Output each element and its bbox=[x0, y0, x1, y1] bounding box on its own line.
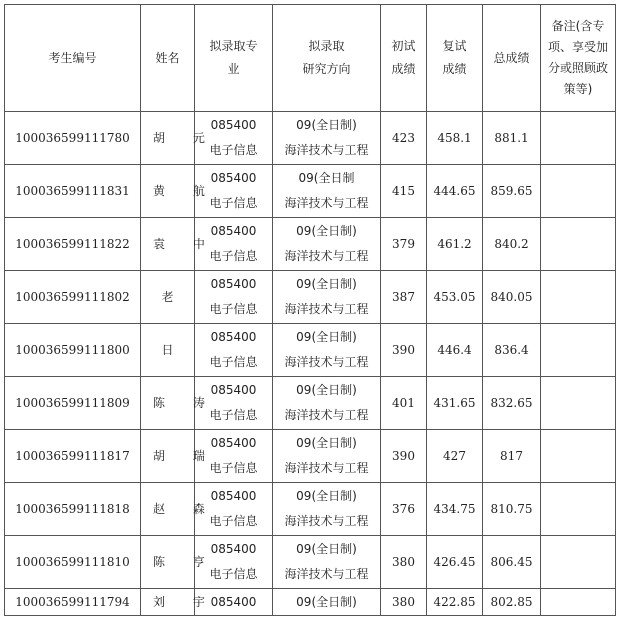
cell-major: 085400 电子信息 bbox=[195, 218, 273, 271]
cell-total: 806.45 bbox=[483, 536, 541, 589]
cell-direction: 09(全日制) 海洋技术与工程 bbox=[273, 324, 381, 377]
cell-note bbox=[541, 589, 616, 616]
cell-total: 817 bbox=[483, 430, 541, 483]
cell-major: 085400 电子信息 bbox=[195, 271, 273, 324]
header-row bbox=[5, 5, 616, 112]
cell-retest: 431.65 bbox=[427, 377, 483, 430]
cell-prelim: 423 bbox=[381, 112, 427, 165]
cell-id: 100036599111800 bbox=[5, 324, 141, 377]
cell-note bbox=[541, 165, 616, 218]
cell-note bbox=[541, 112, 616, 165]
table-row bbox=[5, 165, 616, 218]
cell-retest: 434.75 bbox=[427, 483, 483, 536]
cell-direction: 09(全日制) 海洋技术与工程 bbox=[273, 430, 381, 483]
cell-total: 881.1 bbox=[483, 112, 541, 165]
cell-note bbox=[541, 218, 616, 271]
cell-prelim: 401 bbox=[381, 377, 427, 430]
cell-retest: 444.65 bbox=[427, 165, 483, 218]
cell-retest: 453.05 bbox=[427, 271, 483, 324]
header-prelim: 初试 成绩 bbox=[381, 5, 427, 112]
header-name: 姓名 bbox=[141, 5, 195, 112]
cell-major: 085400 电子信息 bbox=[195, 112, 273, 165]
table-row bbox=[5, 483, 616, 536]
cell-retest: 427 bbox=[427, 430, 483, 483]
cell-direction: 09(全日制) 海洋技术与工程 bbox=[273, 536, 381, 589]
cell-name: 刘 宇 bbox=[141, 589, 195, 616]
cell-id: 100036599111802 bbox=[5, 271, 141, 324]
cell-direction: 09(全日制) 海洋技术与工程 bbox=[273, 271, 381, 324]
cell-note bbox=[541, 536, 616, 589]
cell-id: 100036599111810 bbox=[5, 536, 141, 589]
cell-note bbox=[541, 483, 616, 536]
cell-direction: 09(全日制) 海洋技术与工程 bbox=[273, 218, 381, 271]
cell-total: 840.2 bbox=[483, 218, 541, 271]
cell-direction: 09(全日制 海洋技术与工程 bbox=[273, 165, 381, 218]
table-row bbox=[5, 324, 616, 377]
cell-major: 085400 电子信息 bbox=[195, 536, 273, 589]
header-direction: 拟录取 研究方向 bbox=[273, 5, 381, 112]
cell-retest: 426.45 bbox=[427, 536, 483, 589]
cell-direction: 09(全日制) 海洋技术与工程 bbox=[273, 112, 381, 165]
cell-id: 100036599111794 bbox=[5, 589, 141, 616]
cell-prelim: 390 bbox=[381, 324, 427, 377]
cell-total: 832.65 bbox=[483, 377, 541, 430]
table-row bbox=[5, 112, 616, 165]
cell-id: 100036599111818 bbox=[5, 483, 141, 536]
cell-major: 085400 bbox=[195, 589, 273, 616]
cell-name: 陈 亨 bbox=[141, 536, 195, 589]
header-note: 备注(含专项、享受加分或照顾政策等) bbox=[541, 5, 616, 112]
cell-major: 085400 电子信息 bbox=[195, 377, 273, 430]
admission-table bbox=[4, 4, 616, 616]
cell-name: 日 bbox=[141, 324, 195, 377]
cell-prelim: 380 bbox=[381, 589, 427, 616]
table-row bbox=[5, 430, 616, 483]
table-row bbox=[5, 218, 616, 271]
cell-total: 840.05 bbox=[483, 271, 541, 324]
cell-retest: 422.85 bbox=[427, 589, 483, 616]
cell-id: 100036599111809 bbox=[5, 377, 141, 430]
cell-direction: 09(全日制) 海洋技术与工程 bbox=[273, 377, 381, 430]
cell-note bbox=[541, 271, 616, 324]
header-retest: 复试 成绩 bbox=[427, 5, 483, 112]
cell-major: 085400 电子信息 bbox=[195, 324, 273, 377]
table-row bbox=[5, 536, 616, 589]
table-row bbox=[5, 377, 616, 430]
cell-name: 老 bbox=[141, 271, 195, 324]
table-row bbox=[5, 271, 616, 324]
cell-prelim: 415 bbox=[381, 165, 427, 218]
cell-total: 810.75 bbox=[483, 483, 541, 536]
cell-note bbox=[541, 430, 616, 483]
cell-retest: 461.2 bbox=[427, 218, 483, 271]
header-id: 考生编号 bbox=[5, 5, 141, 112]
cell-name: 陈 涛 bbox=[141, 377, 195, 430]
cell-name: 赵 森 bbox=[141, 483, 195, 536]
cell-retest: 458.1 bbox=[427, 112, 483, 165]
cell-note bbox=[541, 324, 616, 377]
cell-name: 胡 元 bbox=[141, 112, 195, 165]
cell-id: 100036599111822 bbox=[5, 218, 141, 271]
cell-name: 袁 中 bbox=[141, 218, 195, 271]
cell-direction: 09(全日制) 海洋技术与工程 bbox=[273, 483, 381, 536]
cell-name: 胡 瑞 bbox=[141, 430, 195, 483]
cell-prelim: 387 bbox=[381, 271, 427, 324]
cell-note bbox=[541, 377, 616, 430]
cell-id: 100036599111780 bbox=[5, 112, 141, 165]
cell-major: 085400 电子信息 bbox=[195, 165, 273, 218]
header-total: 总成绩 bbox=[483, 5, 541, 112]
cell-total: 802.85 bbox=[483, 589, 541, 616]
cell-major: 085400 电子信息 bbox=[195, 483, 273, 536]
cell-major: 085400 电子信息 bbox=[195, 430, 273, 483]
cell-name: 黄 航 bbox=[141, 165, 195, 218]
cell-total: 836.4 bbox=[483, 324, 541, 377]
header-major: 拟录取专 业 bbox=[195, 5, 273, 112]
cell-id: 100036599111831 bbox=[5, 165, 141, 218]
cell-prelim: 390 bbox=[381, 430, 427, 483]
table-row bbox=[5, 589, 616, 616]
cell-retest: 446.4 bbox=[427, 324, 483, 377]
cell-prelim: 379 bbox=[381, 218, 427, 271]
cell-prelim: 380 bbox=[381, 536, 427, 589]
cell-total: 859.65 bbox=[483, 165, 541, 218]
cell-prelim: 376 bbox=[381, 483, 427, 536]
cell-id: 100036599111817 bbox=[5, 430, 141, 483]
cell-direction: 09(全日制) bbox=[273, 589, 381, 616]
